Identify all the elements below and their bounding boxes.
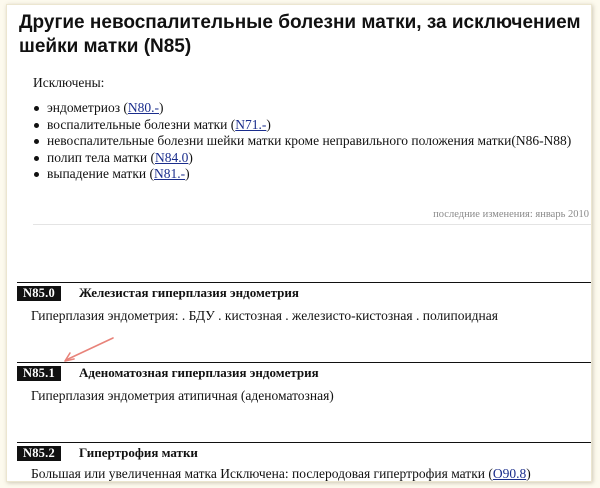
exclusion-text: выпадение матки ( — [47, 166, 154, 182]
section-n85-2 — [17, 442, 592, 482]
exclusion-text: полип тела матки ( — [47, 149, 155, 165]
section-description — [31, 466, 531, 482]
page-title: Другие невоспалительные болезни матки, за исключением шейки матки (N85) — [19, 12, 581, 57]
content-panel — [6, 4, 592, 482]
exclusion-tail: ) — [188, 149, 193, 165]
list-item — [33, 166, 573, 183]
exclusion-text: воспалительные болезни матки ( — [47, 116, 236, 132]
section-title: Аденоматозная гиперплазия эндометрия — [79, 365, 319, 380]
code-link-o90-8[interactable]: O90.8 — [492, 466, 527, 481]
exclusions-label: Исключены: — [33, 75, 105, 90]
annotation-arrow-icon — [57, 335, 117, 365]
section-n85-0 — [17, 282, 592, 332]
list-item — [33, 133, 573, 150]
section-description: Гиперплазия эндометрия атипичная (аденоматозная) — [31, 388, 334, 403]
exclusion-text: эндометриоз ( — [47, 100, 128, 115]
exclusion-tail: ) — [159, 100, 164, 115]
section-n85-1 — [17, 362, 592, 412]
code-link-n80[interactable]: N80.- — [127, 100, 160, 115]
section-header — [17, 442, 592, 461]
code-badge: N85.0 — [17, 286, 61, 301]
code-badge: N85.1 — [17, 366, 61, 381]
code-link-n84[interactable]: N84.0 — [155, 149, 189, 165]
section-description-text: Большая или увеличенная матка Исключена: послеродовая гипертрофия матки ( — [31, 466, 493, 481]
section-description: Гиперплазия эндометрия: . БДУ . кистозная . железисто-кистозная . полипоидная — [31, 308, 498, 323]
code-link-n71[interactable]: N71.- — [235, 116, 267, 132]
section-title: Железистая гиперплазия эндометрия — [79, 285, 299, 300]
exclusion-tail: ) — [266, 116, 271, 132]
divider — [33, 224, 592, 225]
exclusions-list — [33, 100, 573, 183]
exclusion-text: невоспалительные болезни шейки матки кроме неправильного положения матки(N86-N88) — [47, 133, 572, 149]
list-item — [33, 150, 573, 167]
section-header — [17, 282, 592, 301]
code-badge: N85.2 — [17, 446, 61, 461]
section-description-tail: ) — [526, 466, 531, 481]
section-title: Гипертрофия матки — [79, 445, 198, 460]
exclusion-tail: ) — [185, 166, 190, 182]
list-item — [33, 117, 573, 134]
list-item — [33, 100, 573, 117]
last-modified-note: последние изменения: январь 2010 — [433, 209, 589, 220]
code-link-n81[interactable]: N81.- — [154, 166, 186, 182]
